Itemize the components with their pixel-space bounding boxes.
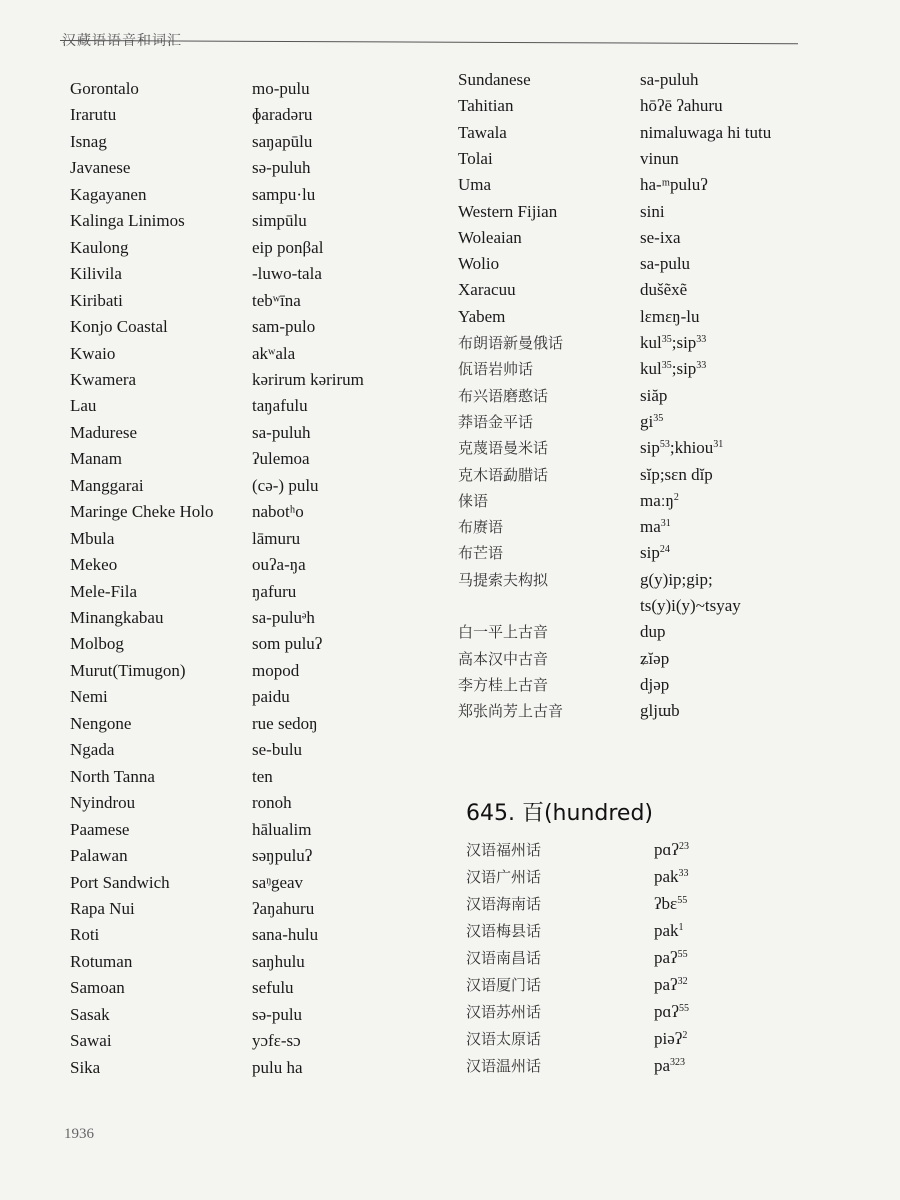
entry-form-text: sini — [640, 201, 665, 221]
entry-language: Javanese — [70, 158, 131, 178]
entry-form-text: gi — [640, 411, 654, 431]
entry-form-text: səŋpuluʔ — [252, 846, 313, 866]
entry-form-text: vinun — [640, 148, 679, 168]
tone-superscript: 35 — [661, 360, 672, 372]
entry-form-text: hālualim — [252, 819, 312, 839]
entry-form-text: se-ixa — [640, 227, 681, 247]
entry-form-text: simpūlu — [252, 211, 307, 231]
entry-language: 汉语梅县话 — [466, 922, 542, 940]
entry-form-text: ronoh — [252, 793, 292, 813]
entry-form-text: hōʔē ʔahuru — [640, 96, 723, 116]
entry-form — [252, 1058, 303, 1078]
entry-language: Rotuman — [70, 951, 133, 971]
tone-superscript: 2 — [682, 1030, 688, 1041]
hundred-entries — [466, 840, 856, 1090]
entry-language: 汉语太原话 — [466, 1030, 542, 1048]
entry-form — [252, 502, 304, 522]
entry-language: Samoan — [70, 978, 125, 998]
entry-form — [640, 465, 713, 485]
entry-form-text: mopod — [252, 660, 300, 680]
entry-form-text: kul — [640, 333, 662, 352]
entry-language: 汉语广州话 — [466, 868, 542, 886]
entry-form — [654, 975, 688, 995]
entry-form — [252, 740, 302, 760]
entry-form-text: ʔulemoa — [252, 449, 310, 469]
entry-form-text: lāmuru — [252, 528, 301, 548]
entry-language: 汉语温州话 — [466, 1057, 542, 1075]
entry-form-text: pak — [654, 867, 679, 886]
tone-superscript: 32 — [677, 976, 688, 987]
entry-language: Nyindrou — [70, 793, 136, 813]
entry-language: 布朗语新曼俄话 — [458, 334, 564, 352]
entry-form — [252, 555, 306, 575]
entry-form — [640, 543, 670, 563]
entry-language: 汉语厦门话 — [466, 976, 542, 994]
entry-language: Tolai — [458, 148, 493, 168]
entry-form-text: pak — [654, 921, 679, 940]
entry-language: Kaulong — [70, 237, 129, 257]
entry-form-text: piəʔ — [654, 1029, 683, 1048]
tone-superscript: 2 — [673, 491, 679, 503]
tone-superscript: 33 — [678, 868, 689, 879]
entry-form — [640, 438, 723, 458]
tone-superscript: 33 — [696, 360, 707, 372]
entry-form-text: ha-ᵐpuluʔ — [640, 175, 708, 195]
right-column-entries — [458, 70, 848, 730]
entry-form-text: ʔbɛ — [654, 894, 678, 913]
entry-form-text: sa-pulu — [640, 254, 691, 274]
entry-form-text: paʔ — [654, 975, 678, 994]
entry-language: Mele-Fila — [70, 581, 138, 601]
entry-form — [654, 867, 689, 887]
entry-form — [252, 529, 300, 549]
entry-form-text: sip — [640, 543, 660, 563]
running-header-title: 汉藏语语音和词汇 — [62, 33, 182, 49]
entry-language: Isnag — [70, 131, 107, 151]
tone-superscript: 323 — [670, 1057, 686, 1068]
entry-form-text: ɸaradəru — [252, 105, 313, 125]
entry-language: 马提索夫构拟 — [458, 570, 549, 589]
entry-form — [640, 359, 706, 379]
entry-language: Maringe Cheke Holo — [70, 502, 214, 522]
entry-form-text: pulu ha — [252, 1057, 303, 1077]
entry-language: Tahitian — [458, 96, 514, 116]
entry-language: Ngada — [70, 740, 115, 760]
tone-superscript: 55 — [677, 949, 688, 960]
entry-form-text: kul — [640, 359, 662, 379]
entry-form-text: lɛmɛŋ-lu — [640, 306, 700, 326]
entry-form-text: ;sip — [671, 359, 697, 379]
entry-language: 克木语勐腊话 — [458, 465, 549, 484]
entry-language: 克蔑语曼米话 — [458, 439, 549, 458]
page-number: 1936 — [64, 1126, 94, 1142]
entry-language: Palawan — [70, 846, 128, 866]
tone-superscript: 31 — [713, 439, 724, 451]
entry-language: 布赓语 — [458, 518, 504, 537]
entry-language: Port Sandwich — [70, 872, 170, 892]
entry-language: Woleaian — [458, 227, 522, 247]
entry-form-text: eip ponβal — [252, 237, 324, 257]
entry-language: Yabem — [458, 306, 506, 326]
entry-form — [640, 517, 671, 537]
entry-form-text: sə-puluh — [252, 158, 311, 178]
entry-form — [640, 596, 741, 616]
entry-form-text: sam-pulo — [252, 317, 316, 337]
entry-form-text: sa-puluh — [640, 70, 699, 89]
entry-form — [640, 254, 690, 274]
section-heading: 645. 百(hundred) — [466, 801, 654, 826]
entry-form-text: siăp — [640, 385, 668, 405]
entry-language: Kalinga Linimos — [70, 211, 185, 231]
entry-form — [640, 123, 771, 143]
entry-form — [252, 1031, 301, 1051]
entry-form-text: saŋapūlu — [252, 131, 313, 151]
entry-form — [252, 661, 299, 681]
entry-form-text: pa — [654, 1056, 671, 1075]
entry-language: Xaracuu — [458, 280, 516, 300]
entry-language: North Tanna — [70, 766, 155, 786]
tone-superscript: 23 — [678, 841, 689, 852]
entry-form-text: paidu — [252, 687, 290, 707]
entry-form-text: paʔ — [654, 948, 678, 967]
entry-form — [640, 412, 663, 432]
tone-superscript: 33 — [696, 334, 707, 345]
entry-form-text: akʷala — [252, 343, 296, 363]
entry-language: Manggarai — [70, 475, 144, 495]
entry-form — [252, 238, 323, 258]
entry-language: 李方桂上古音 — [458, 675, 549, 694]
entry-form — [640, 675, 669, 695]
entry-language: 莽语金平话 — [458, 412, 534, 431]
entry-form — [640, 570, 713, 590]
entry-form-text: sip — [640, 438, 660, 458]
entry-form-text: pɑʔ — [654, 1002, 679, 1021]
entry-form — [252, 873, 303, 893]
entry-form — [654, 921, 684, 941]
entry-form-text: g(y)ip;gip; — [640, 569, 713, 589]
entry-form-text: ;sip — [671, 333, 697, 352]
entry-language: Molbog — [70, 634, 124, 654]
entry-form-text: ŋafuru — [252, 581, 297, 601]
entry-form-text: tebʷīna — [252, 290, 301, 310]
entry-form — [640, 386, 667, 406]
entry-form — [252, 608, 315, 628]
entry-form-text: sə-pulu — [252, 1004, 303, 1024]
entry-form-text: sefulu — [252, 978, 294, 998]
entry-form-text: ʑĭəp — [640, 648, 670, 668]
entry-form — [252, 899, 314, 919]
entry-form — [252, 185, 315, 205]
entry-form — [640, 70, 699, 90]
entry-form-text: saŋhulu — [252, 951, 305, 971]
entry-form — [640, 491, 679, 511]
entry-form — [252, 978, 294, 998]
entry-form-text: mo-pulu — [252, 79, 310, 98]
entry-language: Roti — [70, 925, 100, 945]
entry-form — [654, 1002, 689, 1022]
entry-language: 汉语苏州话 — [466, 1003, 542, 1021]
entry-form — [252, 211, 307, 231]
entry-language: Tawala — [458, 122, 507, 142]
tone-superscript: 24 — [659, 544, 670, 556]
entry-language: 俫语 — [458, 491, 489, 510]
entry-form — [252, 687, 290, 707]
entry-form-text: se-bulu — [252, 740, 303, 760]
entry-language: Murut(Timugon) — [70, 660, 186, 680]
entry-form — [252, 820, 311, 840]
entry-form — [640, 175, 708, 195]
entry-form — [252, 476, 319, 496]
entry-form — [252, 952, 305, 972]
entry-form-text: sa-puluh — [252, 422, 311, 442]
entry-language: Konjo Coastal — [70, 317, 168, 337]
entry-language: Uma — [458, 175, 492, 195]
entry-form-text: pɑʔ — [654, 840, 679, 859]
entry-form — [252, 925, 318, 945]
entry-form-text: kərirum kərirum — [252, 369, 364, 389]
tone-superscript: 1 — [678, 922, 684, 933]
entry-form — [640, 228, 681, 248]
entry-language: Rapa Nui — [70, 898, 135, 918]
tone-superscript: 55 — [677, 895, 688, 906]
entry-language: 汉语南昌话 — [466, 949, 542, 967]
entry-form — [252, 105, 312, 125]
entry-form-text: (cə-) pulu — [252, 475, 319, 495]
entry-form — [654, 948, 688, 968]
entry-language: Paamese — [70, 819, 130, 839]
entry-language: 布芒语 — [458, 544, 504, 563]
entry-language: Wolio — [458, 254, 500, 274]
entry-language: 白一平上古音 — [458, 623, 549, 642]
entry-language: 汉语福州话 — [466, 841, 542, 859]
entry-form — [252, 1005, 302, 1025]
entry-language: Mekeo — [70, 555, 118, 575]
entry-language: Sasak — [70, 1004, 110, 1024]
entry-language: 郑张尚芳上古音 — [458, 702, 564, 721]
entry-language: Kagayanen — [70, 184, 147, 204]
entry-form — [640, 280, 687, 300]
left-column-entries — [70, 79, 400, 1089]
tone-superscript: 35 — [653, 412, 664, 424]
tone-superscript: 31 — [660, 518, 671, 530]
entry-language: 高本汉中古音 — [458, 649, 549, 668]
entry-form — [252, 132, 312, 152]
entry-form-text: maːŋ — [640, 490, 674, 510]
entry-language: Kwaio — [70, 343, 116, 363]
entry-form-text: ;khiou — [669, 438, 714, 458]
tone-superscript: 35 — [661, 334, 672, 345]
entry-language: Gorontalo — [70, 79, 139, 98]
entry-language: Irarutu — [70, 105, 117, 125]
entry-form — [640, 649, 669, 669]
entry-language: Western Fijian — [458, 201, 558, 221]
entry-form-text: sa-puluᵊh — [252, 608, 315, 627]
entry-form — [252, 449, 310, 469]
entry-language: Madurese — [70, 422, 138, 442]
entry-form — [252, 291, 301, 311]
entry-form — [640, 96, 723, 116]
entry-form — [252, 714, 318, 734]
entry-form — [252, 793, 292, 813]
entry-form — [640, 701, 680, 721]
entry-language: Sawai — [70, 1031, 112, 1051]
entry-language: Minangkabau — [70, 608, 164, 627]
entry-form-text: sĭp;sɛn dĭp — [640, 464, 713, 484]
entry-form-text: ten — [252, 766, 273, 786]
entry-form — [252, 634, 322, 654]
entry-form-text: djəp — [640, 674, 670, 694]
entry-form-text: dušẽxẽ — [640, 280, 688, 300]
entry-form — [640, 622, 666, 642]
entry-form — [640, 333, 706, 353]
entry-language: Nemi — [70, 687, 108, 707]
entry-language: Mbula — [70, 528, 115, 548]
entry-form-text: som puluʔ — [252, 634, 323, 654]
entry-form-text: nimaluwaga hi tutu — [640, 122, 772, 142]
entry-form — [654, 1056, 685, 1076]
entry-form-text: -luwo-tala — [252, 264, 322, 284]
entry-language: Sundanese — [458, 70, 531, 89]
entry-form-text: sana-hulu — [252, 925, 319, 945]
entry-form-text: rue sedoŋ — [252, 713, 318, 733]
entry-language: Kilivila — [70, 264, 122, 284]
entry-form-text: saᵑgeav — [252, 872, 304, 892]
entry-form — [654, 1029, 687, 1049]
entry-form — [252, 264, 322, 284]
entry-form — [252, 846, 312, 866]
entry-form — [640, 307, 700, 327]
entry-form — [252, 396, 308, 416]
entry-form — [252, 423, 311, 443]
entry-form-text: dup — [640, 622, 666, 642]
entry-form — [252, 317, 315, 337]
entry-form-text: ʔaŋahuru — [252, 898, 315, 918]
entry-language: Nengone — [70, 713, 132, 733]
entry-language: Kiribati — [70, 290, 123, 310]
entry-language: Kwamera — [70, 369, 137, 389]
entry-language: 佤语岩帅话 — [458, 360, 534, 379]
entry-language: Sika — [70, 1057, 101, 1077]
entry-form — [654, 894, 687, 914]
entry-form — [654, 840, 689, 860]
entry-form-text: ma — [640, 517, 661, 537]
tone-superscript: 53 — [659, 439, 670, 451]
entry-form — [252, 79, 310, 99]
tone-superscript: 55 — [678, 1003, 689, 1014]
entry-form — [640, 202, 665, 222]
entry-form — [252, 370, 364, 390]
entry-language: Manam — [70, 449, 122, 469]
entry-form-text: gljɯb — [640, 701, 680, 721]
entry-form-text: nabotʰo — [252, 502, 304, 522]
entry-form-text: taŋafulu — [252, 396, 308, 416]
entry-language: 汉语海南话 — [466, 895, 542, 913]
entry-form — [252, 582, 296, 602]
entry-language: Lau — [70, 396, 97, 416]
entry-form — [640, 149, 679, 169]
entry-form — [252, 767, 273, 787]
entry-language: 布兴语磨憨话 — [458, 386, 549, 405]
entry-form-text: sampu·lu — [252, 184, 316, 204]
entry-form — [252, 158, 311, 178]
entry-form-text: ouʔa-ŋa — [252, 555, 306, 575]
entry-form-text: ts(y)i(y)~tsyay — [640, 596, 741, 615]
entry-form-text: yɔfɛ-sɔ — [252, 1031, 301, 1051]
entry-form — [252, 344, 295, 364]
